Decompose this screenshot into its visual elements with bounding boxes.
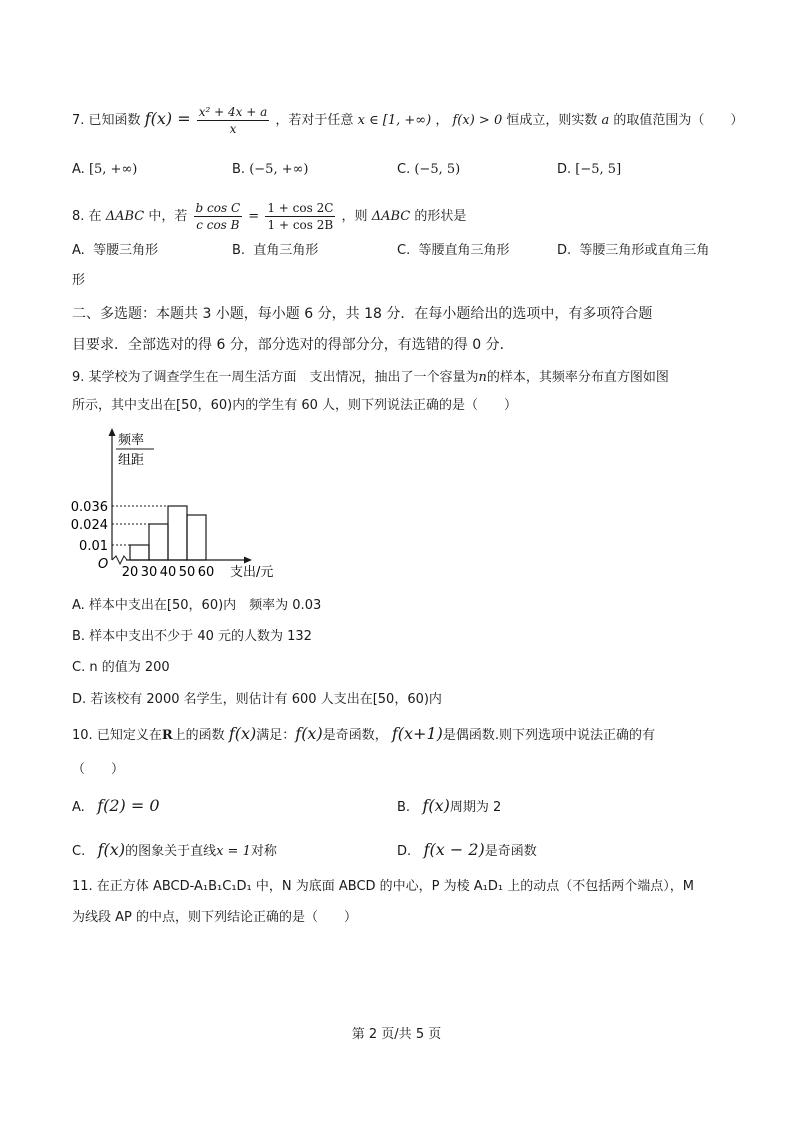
q9-option-b[interactable]: B. 样本中支出不少于 40 元的人数为 132	[72, 629, 312, 644]
section2-line1: 二、多选题：本题共 3 小题，每小题 6 分，共 18 分．在每小题给出的选项中，有多项符合题	[72, 306, 653, 322]
q8-option-d[interactable]: D. 等腰三角形或直角三角	[557, 243, 710, 258]
histogram-bar-2	[149, 524, 168, 560]
q7-option-b[interactable]: B. (−5, +∞)	[232, 162, 309, 177]
q9-option-d[interactable]: D. 若该校有 2000 名学生，则估计有 600 人支出在[50，60)内	[72, 692, 442, 707]
x-tick-label: 20	[121, 565, 139, 580]
q9-line1: 9. 某学校为了调查学生在一周生活方面 支出情况，抽出了一个容量为n的样本，其频率分布直方图如图	[72, 370, 669, 385]
x-axis-label: 支出/元	[230, 565, 274, 580]
x-tick-label: 50	[178, 565, 196, 580]
histogram-bar-4	[187, 515, 206, 560]
y-axis-arrow	[109, 428, 116, 436]
q7-stem: 7. 已知函数 f(x) = $\frac{\text{x² + 4x + a}}{x}$ ，若对于任意 x ∈ [1, +∞) ， f(x) > 0 恒成立，则实数 a 的取值范围为（ ）	[72, 105, 744, 136]
q9-option-a[interactable]: A. 样本中支出在[50，60)内 频率为 0.03	[72, 598, 322, 613]
q10-option-a[interactable]: A. f(2) = 0	[72, 796, 160, 815]
q11-line1: 11. 在正方体 ABCD-A₁B₁C₁D₁ 中，N 为底面 ABCD 的中心，P 为棱 A₁D₁ 上的动点（不包括两个端点），M	[72, 879, 694, 894]
y-tick-label: 0.024	[70, 518, 108, 533]
q11-line2: 为线段 AP 的中点，则下列结论正确的是（ ）	[72, 910, 357, 925]
q10-paren: （ ）	[72, 762, 125, 777]
q8-option-d-wrap: 形	[72, 273, 86, 288]
q10-option-d[interactable]: D. f(x − 2)是奇函数	[397, 840, 537, 859]
y-label-top: 频率	[118, 433, 145, 448]
q8-option-a[interactable]: A. 等腰三角形	[72, 243, 159, 258]
q8-option-b[interactable]: B. 直角三角形	[232, 243, 319, 258]
axis-break-icon	[112, 556, 127, 564]
q7-number: 7.	[72, 113, 85, 128]
histogram-axes	[98, 428, 273, 580]
page-footer: 第 2 页/共 5 页	[351, 1027, 442, 1042]
q8-fraction-right: $\frac{1 + \cos 2C}{1 + \cos 2B}$	[267, 201, 334, 232]
q8-option-c[interactable]: C. 等腰直角三角形	[397, 243, 510, 258]
y-tick-label: 0.036	[70, 500, 108, 515]
x-tick-label: 60	[197, 565, 215, 580]
q7-option-a[interactable]: A. [5, +∞)	[72, 162, 138, 177]
y-tick-label: 0.01	[79, 539, 108, 554]
section2-line2: 目要求．全部选对的得 6 分，部分选对的得部分分，有选错的得 0 分．	[72, 337, 514, 353]
q7-fraction: $\frac{\text{x² + 4x + a}}{x}$	[198, 105, 268, 136]
x-tick-label: 30	[140, 565, 158, 580]
q10-option-b[interactable]: B. f(x)周期为 2	[397, 796, 502, 815]
q7-option-d[interactable]: D. [−5, 5]	[557, 162, 622, 177]
q10-stem: 10. 已知定义在R上的函数 f(x)满足：f(x)是奇函数， f(x+1)是偶函数.则下列选项中说法正确的有	[72, 724, 656, 743]
q10-option-c[interactable]: C. f(x)的图象关于直线x = 1对称	[72, 840, 277, 859]
q7-inequality: f(x) > 0	[452, 113, 503, 128]
histogram-bar-3	[168, 506, 187, 560]
x-tick-label: 40	[159, 565, 177, 580]
q9-option-c[interactable]: C. n 的值为 200	[72, 660, 170, 675]
q9-histogram	[70, 424, 290, 584]
q7-fx: f(x) =	[144, 109, 191, 128]
q8-number: 8.	[72, 209, 85, 224]
q7-domain: x ∈ [1, +∞)	[357, 113, 432, 128]
y-label-bottom: 组距	[118, 453, 145, 468]
q10-number: 10.	[72, 728, 93, 743]
q7-option-c[interactable]: C. (−5, 5)	[397, 162, 461, 177]
q9-line2: 所示，其中支出在[50，60)内的学生有 60 人，则下列说法正确的是（ ）	[72, 398, 518, 413]
origin-label: O	[98, 557, 109, 572]
q8-stem: 8. 在 ΔABC 中，若 $\frac{\text{b cos C}}{\text{c cos B}}$ = $\frac{1 + \cos 2C}{1 + \cos 2B}$ ，则 ΔABC 的形状是	[72, 201, 467, 232]
q8-fraction-left: $\frac{\text{b cos C}}{\text{c cos B}}$	[195, 201, 241, 232]
x-axis-arrow	[244, 557, 252, 564]
histogram-bar-1	[130, 545, 149, 560]
